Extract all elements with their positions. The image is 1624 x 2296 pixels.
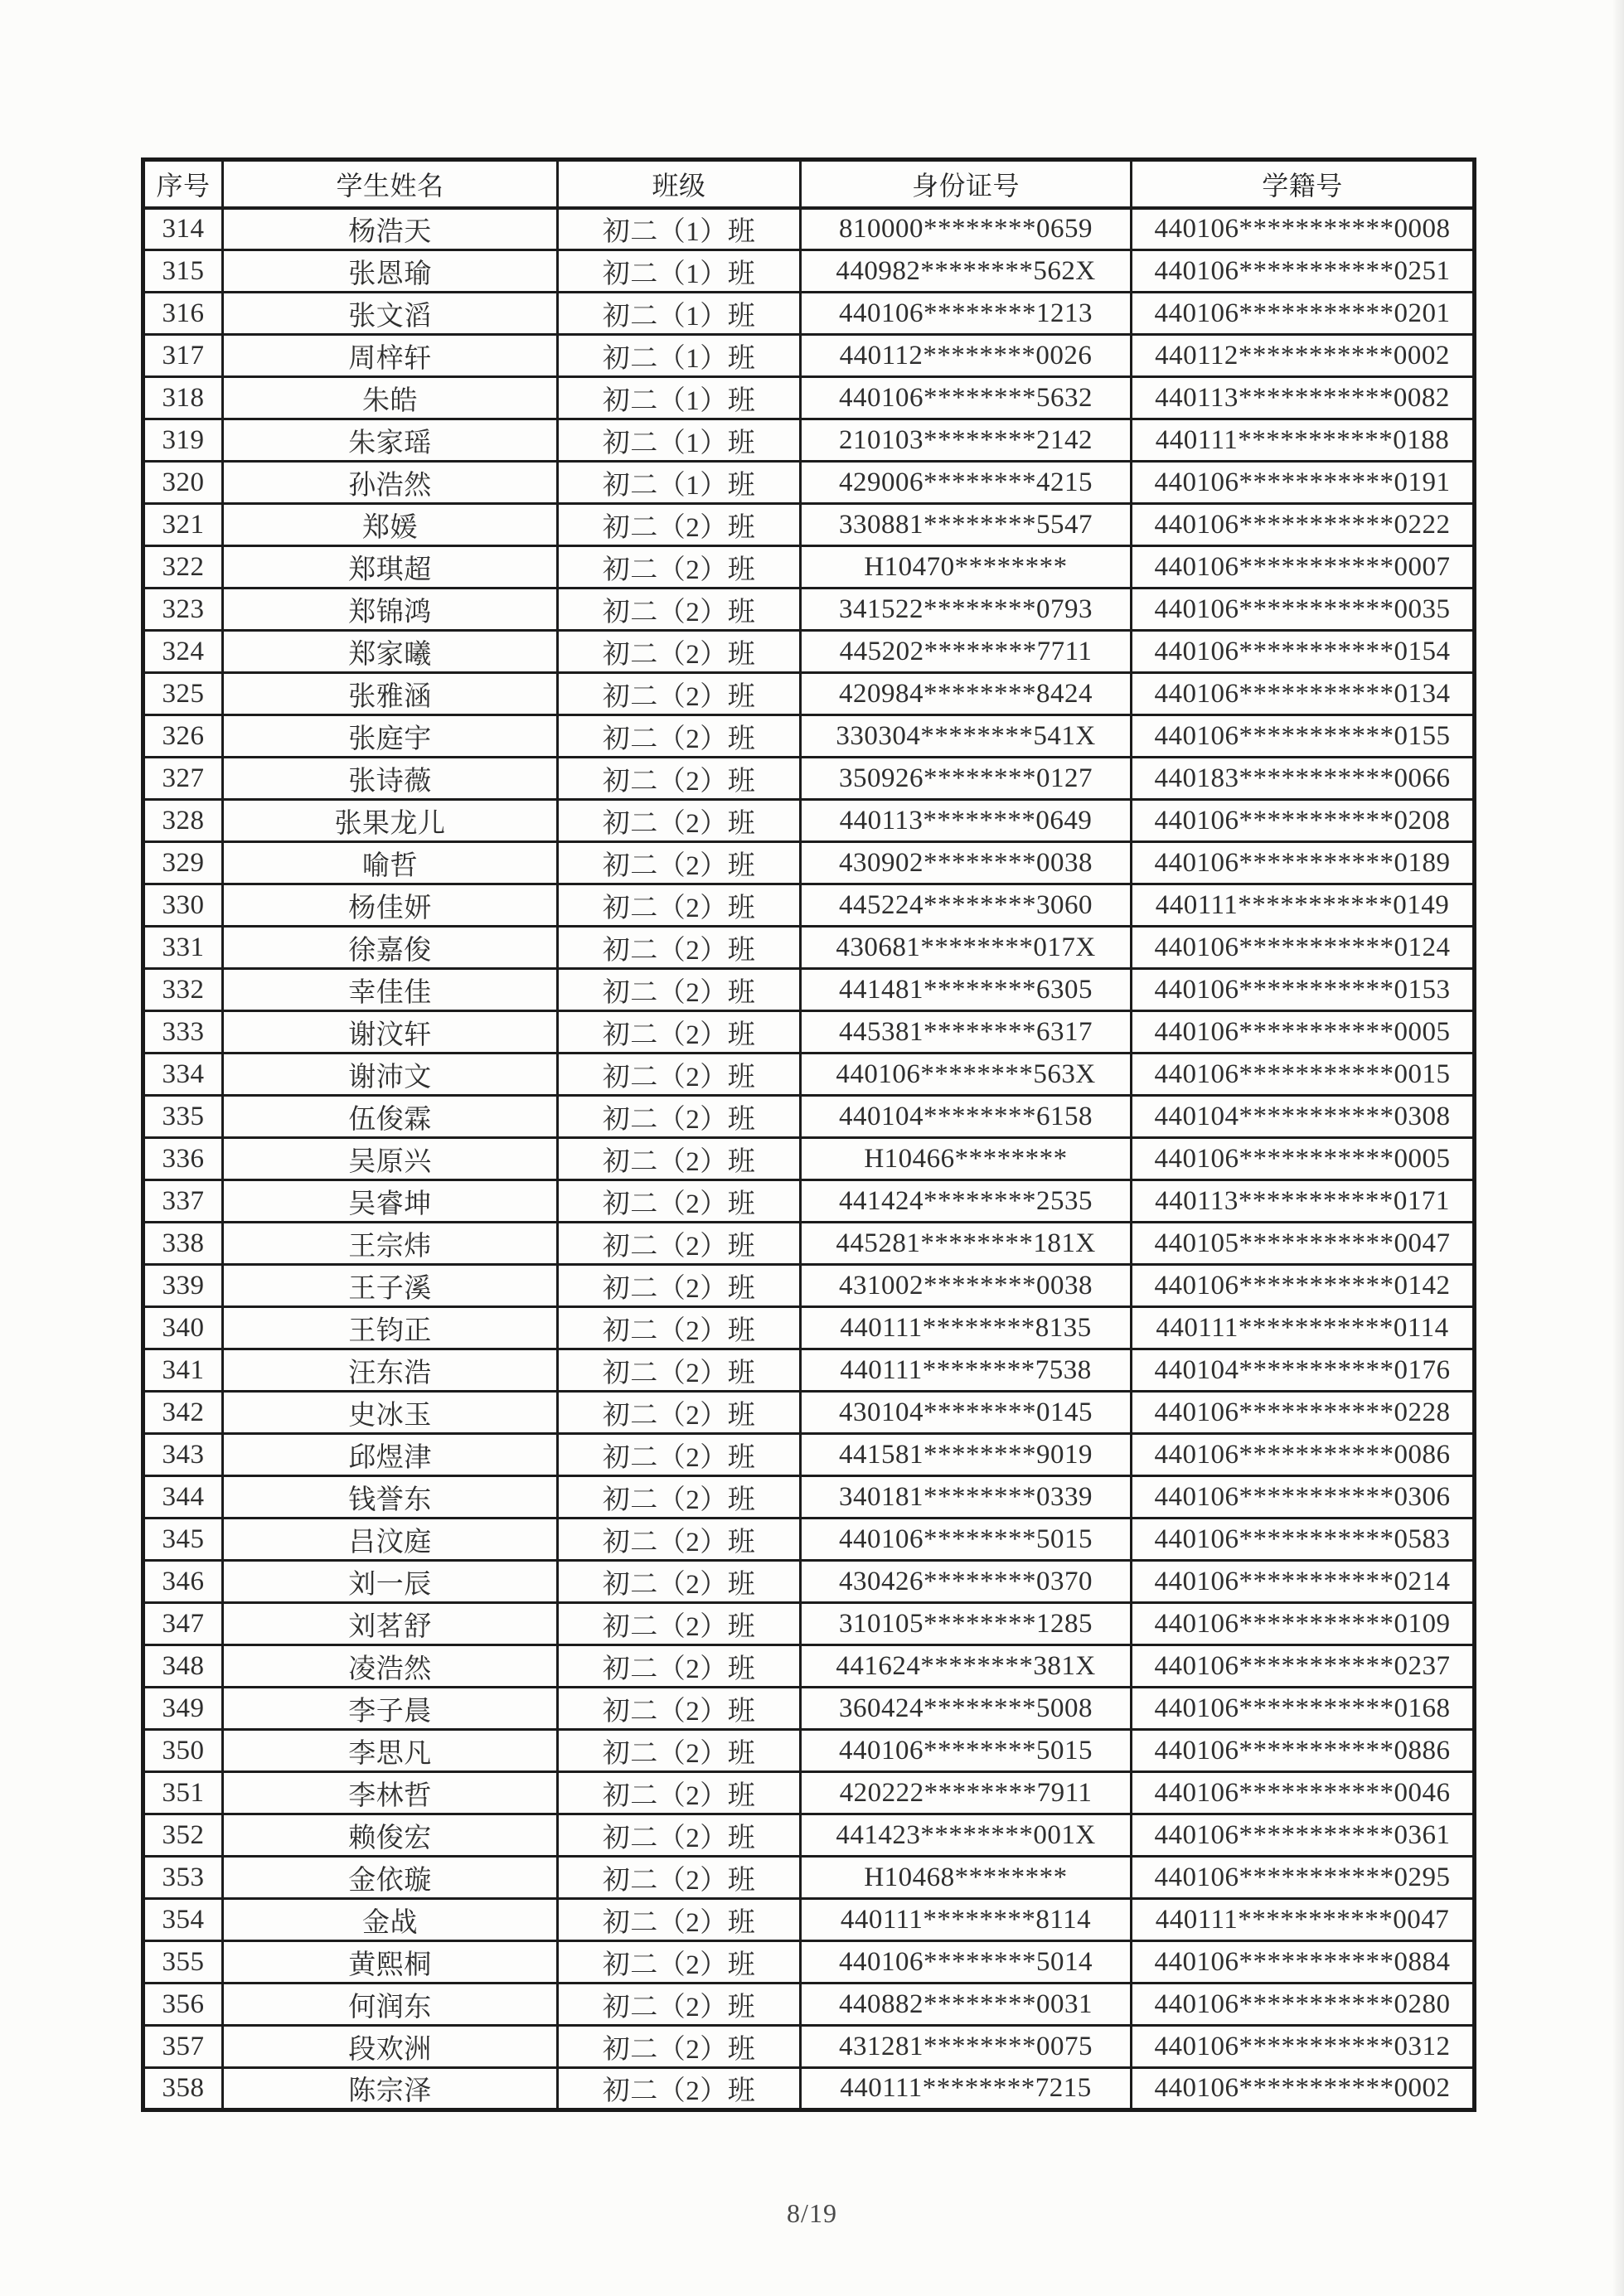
serial-number-cell: 341 [143,1349,223,1392]
student-name-cell: 李林哲 [223,1772,558,1814]
serial-number-cell: 336 [143,1138,223,1180]
id-card-number-cell: 430426********0370 [801,1561,1132,1603]
class-cell: 初二（2）班 [558,1519,801,1561]
table-row [143,927,1475,969]
id-card-number-cell: 441424********2535 [801,1180,1132,1223]
table-row [143,1899,1475,1941]
student-registration-number-cell: 440112***********0002 [1132,335,1475,377]
class-cell: 初二（2）班 [558,1984,801,2026]
table-row [143,673,1475,715]
student-registration-number-cell: 440106***********0005 [1132,1138,1475,1180]
id-card-number-cell: 445202********7711 [801,631,1132,673]
serial-number-cell: 358 [143,2068,223,2110]
id-card-number-cell: 350926********0127 [801,758,1132,800]
table-row [143,1730,1475,1772]
serial-number-cell: 338 [143,1223,223,1265]
id-card-number-cell: 420984********8424 [801,673,1132,715]
class-cell: 初二（2）班 [558,1349,801,1392]
serial-number-cell: 322 [143,546,223,589]
table-row [143,504,1475,546]
table-row [143,2026,1475,2068]
student-name-cell: 张恩瑜 [223,250,558,293]
table-row [143,1011,1475,1054]
student-registration-number-cell: 440106***********0086 [1132,1434,1475,1476]
serial-number-cell: 343 [143,1434,223,1476]
class-cell: 初二（2）班 [558,758,801,800]
serial-number-cell: 329 [143,842,223,884]
id-card-number-cell: 330881********5547 [801,504,1132,546]
student-registration-number-cell: 440106***********0189 [1132,842,1475,884]
student-registration-number-cell: 440106***********0208 [1132,800,1475,842]
table-row [143,1434,1475,1476]
table-row [143,419,1475,462]
id-card-number-cell: 430681********017X [801,927,1132,969]
student-registration-number-cell: 440106***********0155 [1132,715,1475,758]
header-class: 班级 [558,160,801,208]
student-name-cell: 钱誉东 [223,1476,558,1519]
student-name-cell: 喻哲 [223,842,558,884]
class-cell: 初二（2）班 [558,1265,801,1307]
class-cell: 初二（2）班 [558,589,801,631]
class-cell: 初二（2）班 [558,1054,801,1096]
student-name-cell: 金依璇 [223,1857,558,1899]
serial-number-cell: 347 [143,1603,223,1645]
id-card-number-cell: 440112********0026 [801,335,1132,377]
student-registration-number-cell: 440106***********0109 [1132,1603,1475,1645]
student-name-cell: 郑琪超 [223,546,558,589]
class-cell: 初二（2）班 [558,1434,801,1476]
student-name-cell: 张雅涵 [223,673,558,715]
student-name-cell: 赖俊宏 [223,1814,558,1857]
serial-number-cell: 353 [143,1857,223,1899]
table-row [143,758,1475,800]
student-registration-number-cell: 440104***********0176 [1132,1349,1475,1392]
header-row [143,160,1475,208]
student-registration-number-cell: 440106***********0007 [1132,546,1475,589]
class-cell: 初二（2）班 [558,1772,801,1814]
student-name-cell: 王子溪 [223,1265,558,1307]
id-card-number-cell: 440982********562X [801,250,1132,293]
table-body [143,208,1475,2110]
header-serial-number: 序号 [143,160,223,208]
serial-number-cell: 330 [143,884,223,927]
id-card-number-cell: 445381********6317 [801,1011,1132,1054]
id-card-number-cell: 810000********0659 [801,208,1132,250]
serial-number-cell: 357 [143,2026,223,2068]
table-row [143,969,1475,1011]
class-cell: 初二（2）班 [558,715,801,758]
table-row [143,1519,1475,1561]
student-name-cell: 郑家曦 [223,631,558,673]
student-name-cell: 王宗炜 [223,1223,558,1265]
student-name-cell: 段欢洲 [223,2026,558,2068]
serial-number-cell: 328 [143,800,223,842]
serial-number-cell: 356 [143,1984,223,2026]
student-name-cell: 史冰玉 [223,1392,558,1434]
table-row [143,842,1475,884]
id-card-number-cell: 441581********9019 [801,1434,1132,1476]
class-cell: 初二（2）班 [558,631,801,673]
table-row [143,2068,1475,2110]
class-cell: 初二（1）班 [558,335,801,377]
class-cell: 初二（2）班 [558,1307,801,1349]
id-card-number-cell: 440113********0649 [801,800,1132,842]
student-registration-number-cell: 440106***********0168 [1132,1688,1475,1730]
serial-number-cell: 318 [143,377,223,419]
table-row [143,1561,1475,1603]
id-card-number-cell: 440111********7538 [801,1349,1132,1392]
student-name-cell: 汪东浩 [223,1349,558,1392]
serial-number-cell: 326 [143,715,223,758]
id-card-number-cell: 440106********5015 [801,1519,1132,1561]
table-row [143,546,1475,589]
class-cell: 初二（2）班 [558,1138,801,1180]
class-cell: 初二（1）班 [558,293,801,335]
class-cell: 初二（2）班 [558,546,801,589]
table-header [143,160,1475,208]
id-card-number-cell: 341522********0793 [801,589,1132,631]
student-name-cell: 吴原兴 [223,1138,558,1180]
id-card-number-cell: 440106********563X [801,1054,1132,1096]
student-registration-number-cell: 440111***********0114 [1132,1307,1475,1349]
student-name-cell: 杨佳妍 [223,884,558,927]
table-row [143,1476,1475,1519]
id-card-number-cell: 440111********8114 [801,1899,1132,1941]
serial-number-cell: 325 [143,673,223,715]
student-name-cell: 谢沛文 [223,1054,558,1096]
class-cell: 初二（2）班 [558,673,801,715]
serial-number-cell: 346 [143,1561,223,1603]
student-name-cell: 幸佳佳 [223,969,558,1011]
class-cell: 初二（2）班 [558,969,801,1011]
student-registration-number-cell: 440104***********0308 [1132,1096,1475,1138]
class-cell: 初二（2）班 [558,504,801,546]
serial-number-cell: 321 [143,504,223,546]
serial-number-cell: 314 [143,208,223,250]
student-name-cell: 陈宗泽 [223,2068,558,2110]
student-name-cell: 张果龙儿 [223,800,558,842]
class-cell: 初二（2）班 [558,1603,801,1645]
student-registration-number-cell: 440106***********0035 [1132,589,1475,631]
student-registration-number-cell: 440106***********0312 [1132,2026,1475,2068]
serial-number-cell: 320 [143,462,223,504]
id-card-number-cell: 431281********0075 [801,2026,1132,2068]
serial-number-cell: 334 [143,1054,223,1096]
id-card-number-cell: 440106********5014 [801,1941,1132,1984]
student-registration-number-cell: 440106***********0280 [1132,1984,1475,2026]
table-row [143,250,1475,293]
student-registration-number-cell: 440106***********0201 [1132,293,1475,335]
table-row [143,589,1475,631]
serial-number-cell: 350 [143,1730,223,1772]
student-registration-number-cell: 440183***********0066 [1132,758,1475,800]
class-cell: 初二（2）班 [558,1899,801,1941]
student-registration-number-cell: 440113***********0082 [1132,377,1475,419]
id-card-number-cell: 441624********381X [801,1645,1132,1688]
id-card-number-cell: 440106********5632 [801,377,1132,419]
serial-number-cell: 351 [143,1772,223,1814]
student-registration-number-cell: 440113***********0171 [1132,1180,1475,1223]
id-card-number-cell: 330304********541X [801,715,1132,758]
student-registration-number-cell: 440106***********0153 [1132,969,1475,1011]
class-cell: 初二（2）班 [558,1011,801,1054]
student-registration-number-cell: 440106***********0306 [1132,1476,1475,1519]
serial-number-cell: 349 [143,1688,223,1730]
id-card-number-cell: 430104********0145 [801,1392,1132,1434]
student-name-cell: 朱家瑶 [223,419,558,462]
student-registration-number-cell: 440106***********0154 [1132,631,1475,673]
student-registration-number-cell: 440106***********0228 [1132,1392,1475,1434]
table-row [143,462,1475,504]
table-row [143,1645,1475,1688]
class-cell: 初二（2）班 [558,1645,801,1688]
student-registration-number-cell: 440106***********0142 [1132,1265,1475,1307]
table-row [143,1223,1475,1265]
serial-number-cell: 331 [143,927,223,969]
class-cell: 初二（2）班 [558,1688,801,1730]
serial-number-cell: 355 [143,1941,223,1984]
student-registration-number-cell: 440106***********0361 [1132,1814,1475,1857]
id-card-number-cell: 441423********001X [801,1814,1132,1857]
student-name-cell: 刘茗舒 [223,1603,558,1645]
id-card-number-cell: 440106********1213 [801,293,1132,335]
student-registration-number-cell: 440106***********0002 [1132,2068,1475,2110]
student-registration-number-cell: 440106***********0583 [1132,1519,1475,1561]
class-cell: 初二（2）班 [558,2068,801,2110]
class-cell: 初二（2）班 [558,1561,801,1603]
id-card-number-cell: H10468******** [801,1857,1132,1899]
student-name-cell: 张文滔 [223,293,558,335]
class-cell: 初二（2）班 [558,1941,801,1984]
student-name-cell: 周梓轩 [223,335,558,377]
table-row [143,1984,1475,2026]
class-cell: 初二（2）班 [558,1476,801,1519]
student-registration-number-cell: 440106***********0214 [1132,1561,1475,1603]
serial-number-cell: 342 [143,1392,223,1434]
student-name-cell: 谢汶轩 [223,1011,558,1054]
table-row [143,293,1475,335]
student-registration-number-cell: 440106***********0191 [1132,462,1475,504]
table-row [143,1138,1475,1180]
id-card-number-cell: 429006********4215 [801,462,1132,504]
serial-number-cell: 337 [143,1180,223,1223]
table-row [143,1054,1475,1096]
serial-number-cell: 315 [143,250,223,293]
id-card-number-cell: 445224********3060 [801,884,1132,927]
table-row [143,800,1475,842]
table-row [143,335,1475,377]
student-name-cell: 杨浩天 [223,208,558,250]
class-cell: 初二（2）班 [558,927,801,969]
table-row [143,1688,1475,1730]
student-name-cell: 吕汶庭 [223,1519,558,1561]
student-registration-number-cell: 440111***********0047 [1132,1899,1475,1941]
serial-number-cell: 354 [143,1899,223,1941]
student-name-cell: 郑锦鸿 [223,589,558,631]
table-row [143,1814,1475,1857]
student-name-cell: 吴睿坤 [223,1180,558,1223]
table-row [143,1265,1475,1307]
table-row [143,1096,1475,1138]
table-row [143,715,1475,758]
id-card-number-cell: 431002********0038 [801,1265,1132,1307]
header-student-registration-number: 学籍号 [1132,160,1475,208]
id-card-number-cell: 440106********5015 [801,1730,1132,1772]
serial-number-cell: 317 [143,335,223,377]
student-name-cell: 孙浩然 [223,462,558,504]
student-name-cell: 张诗薇 [223,758,558,800]
student-registration-number-cell: 440106***********0046 [1132,1772,1475,1814]
student-name-cell: 郑媛 [223,504,558,546]
serial-number-cell: 339 [143,1265,223,1307]
id-card-number-cell: 310105********1285 [801,1603,1132,1645]
serial-number-cell: 332 [143,969,223,1011]
class-cell: 初二（1）班 [558,419,801,462]
student-registration-number-cell: 440106***********0124 [1132,927,1475,969]
serial-number-cell: 324 [143,631,223,673]
student-registration-number-cell: 440106***********0295 [1132,1857,1475,1899]
student-name-cell: 邱煜津 [223,1434,558,1476]
student-registration-number-cell: 440106***********0015 [1132,1054,1475,1096]
student-name-cell: 伍俊霖 [223,1096,558,1138]
serial-number-cell: 335 [143,1096,223,1138]
student-name-cell: 黄熙桐 [223,1941,558,1984]
serial-number-cell: 348 [143,1645,223,1688]
class-cell: 初二（2）班 [558,2026,801,2068]
table-row [143,1307,1475,1349]
student-name-cell: 李子晨 [223,1688,558,1730]
student-name-cell: 王钧正 [223,1307,558,1349]
id-card-number-cell: H10470******** [801,546,1132,589]
serial-number-cell: 319 [143,419,223,462]
id-card-number-cell: 360424********5008 [801,1688,1132,1730]
class-cell: 初二（2）班 [558,842,801,884]
student-registration-number-cell: 440106***********0005 [1132,1011,1475,1054]
student-name-cell: 何润东 [223,1984,558,2026]
table-row [143,1941,1475,1984]
class-cell: 初二（2）班 [558,884,801,927]
class-cell: 初二（2）班 [558,1814,801,1857]
id-card-number-cell: 440104********6158 [801,1096,1132,1138]
student-registration-number-cell: 440106***********0251 [1132,250,1475,293]
serial-number-cell: 352 [143,1814,223,1857]
class-cell: 初二（2）班 [558,800,801,842]
table-row [143,1349,1475,1392]
student-registration-number-cell: 440106***********0222 [1132,504,1475,546]
serial-number-cell: 340 [143,1307,223,1349]
student-name-cell: 金战 [223,1899,558,1941]
header-id-card-number: 身份证号 [801,160,1132,208]
class-cell: 初二（2）班 [558,1392,801,1434]
id-card-number-cell: 210103********2142 [801,419,1132,462]
serial-number-cell: 345 [143,1519,223,1561]
class-cell: 初二（1）班 [558,462,801,504]
serial-number-cell: 316 [143,293,223,335]
serial-number-cell: 323 [143,589,223,631]
id-card-number-cell: H10466******** [801,1138,1132,1180]
student-registration-number-cell: 440106***********0008 [1132,208,1475,250]
student-name-cell: 李思凡 [223,1730,558,1772]
student-name-cell: 刘一辰 [223,1561,558,1603]
student-name-cell: 徐嘉俊 [223,927,558,969]
class-cell: 初二（2）班 [558,1223,801,1265]
table-row [143,631,1475,673]
page-number: 8/19 [787,2198,837,2228]
student-registration-number-cell: 440105***********0047 [1132,1223,1475,1265]
id-card-number-cell: 440111********8135 [801,1307,1132,1349]
student-roster-table [141,157,1476,2112]
table-row [143,1857,1475,1899]
class-cell: 初二（2）班 [558,1096,801,1138]
serial-number-cell: 344 [143,1476,223,1519]
table-row [143,884,1475,927]
student-name-cell: 朱皓 [223,377,558,419]
id-card-number-cell: 430902********0038 [801,842,1132,884]
student-registration-number-cell: 440111***********0188 [1132,419,1475,462]
id-card-number-cell: 440882********0031 [801,1984,1132,2026]
class-cell: 初二（1）班 [558,208,801,250]
student-registration-number-cell: 440111***********0149 [1132,884,1475,927]
table-row [143,208,1475,250]
serial-number-cell: 327 [143,758,223,800]
class-cell: 初二（2）班 [558,1857,801,1899]
header-student-name: 学生姓名 [223,160,558,208]
class-cell: 初二（1）班 [558,377,801,419]
table-row [143,1180,1475,1223]
class-cell: 初二（2）班 [558,1730,801,1772]
class-cell: 初二（1）班 [558,250,801,293]
table-row [143,1603,1475,1645]
student-name-cell: 凌浩然 [223,1645,558,1688]
student-registration-number-cell: 440106***********0886 [1132,1730,1475,1772]
student-registration-number-cell: 440106***********0884 [1132,1941,1475,1984]
id-card-number-cell: 340181********0339 [801,1476,1132,1519]
serial-number-cell: 333 [143,1011,223,1054]
student-name-cell: 张庭宇 [223,715,558,758]
id-card-number-cell: 441481********6305 [801,969,1132,1011]
student-registration-number-cell: 440106***********0237 [1132,1645,1475,1688]
class-cell: 初二（2）班 [558,1180,801,1223]
id-card-number-cell: 420222********7911 [801,1772,1132,1814]
table-row [143,377,1475,419]
table-row [143,1392,1475,1434]
table-row [143,1772,1475,1814]
student-registration-number-cell: 440106***********0134 [1132,673,1475,715]
id-card-number-cell: 445281********181X [801,1223,1132,1265]
id-card-number-cell: 440111********7215 [801,2068,1132,2110]
